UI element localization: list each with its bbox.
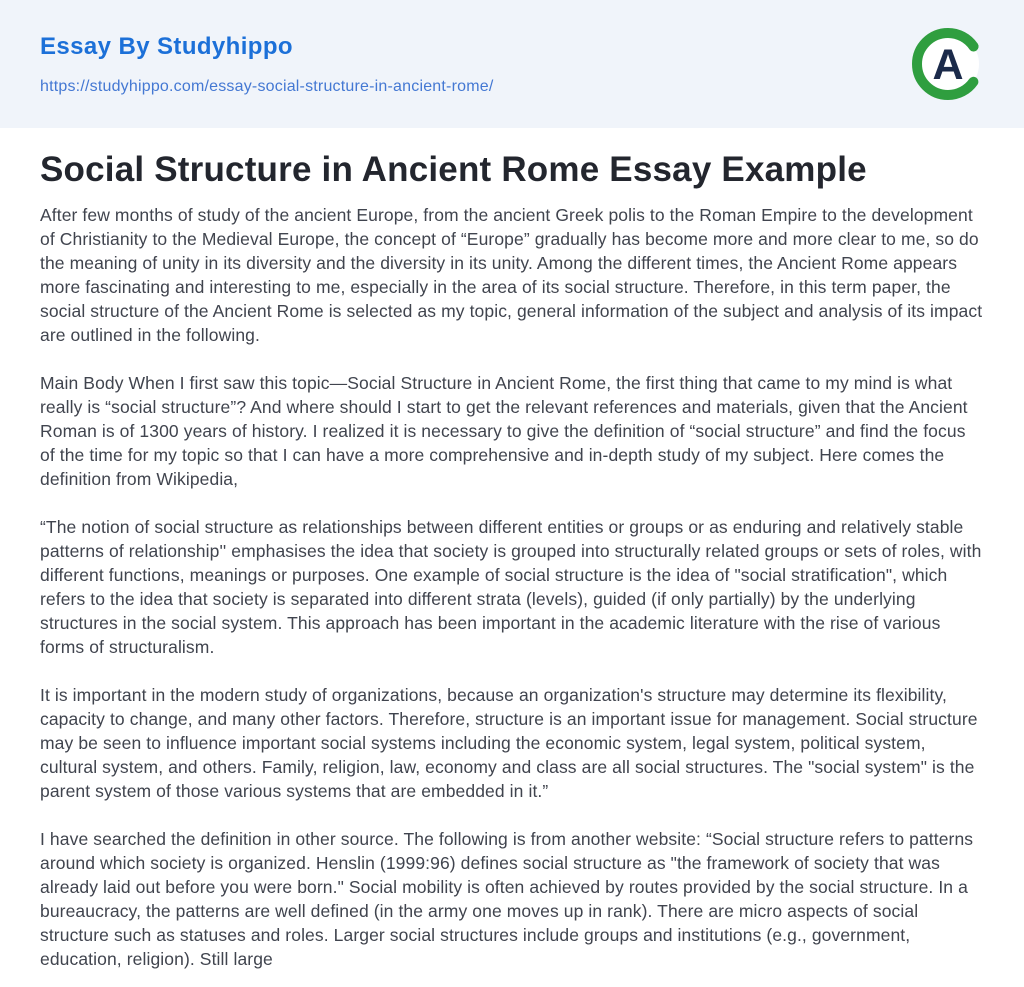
essay-content	[0, 128, 1024, 971]
page-header	[0, 0, 1024, 128]
source-url-link[interactable]: https://studyhippo.com/essay-social-structure-in-ancient-rome/	[40, 77, 494, 95]
header-text-block	[40, 33, 493, 96]
logo-svg	[910, 26, 986, 102]
essay-paragraph-1: After few months of study of the ancient Europe, from the ancient Greek polis to the Roman Empire to the development of Christianity to the Medieval Europe, the concept of “Europe” gradually has become more and more clear to me, so do the meaning of unity in its diversity and the diversity in its unity. Among the different times, the Ancient Rome appears more fascinating and interesting to me, especially in the area of its social structure. Therefore, in this term paper, the social structure of the Ancient Rome is selected as my topic, general information of the subject and analysis of its impact are outlined in the following.	[40, 205, 983, 345]
essay-paragraph-5: I have searched the definition in other source. The following is from another website: “Social structure refers to patterns around which society is organized. Henslin (1999:96) defines social structure as "the framework of society that was already laid out before you were born." Social mobility is often achieved by routes provided by the social structure. In a bureaucracy, the patterns are well defined (in the army one moves up in rank). There are micro aspects of social structure such as statuses and roles. Larger social structures include groups and institutions (e.g., government, education, religion). Still large	[40, 829, 974, 969]
essay-paragraph-2: Main Body When I first saw this topic—Social Structure in Ancient Rome, the first thing that came to my mind is what really is “social structure”? And where should I start to get the relevant references and materials, given that the Ancient Roman is of 1300 years of history. I realized it is necessary to give the definition of “social structure” and find the focus of the time for my topic so that I can have a more comprehensive and in-depth study of my subject. Here comes the definition from Wikipedia,	[40, 373, 968, 489]
essay-paragraph-3: “The notion of social structure as relationships between different entities or groups or as enduring and relatively stable patterns of relationship'' emphasises the idea that society is grouped into structurally related groups or sets of roles, with different functions, meanings or purposes. One example of social structure is the idea of "social stratification", which refers to the idea that society is separated into different strata (levels), guided (if only partially) by the underlying structures in the social system. This approach has been important in the academic literature with the rise of various forms of structuralism.	[40, 517, 982, 657]
logo-letter: A	[932, 41, 964, 89]
essay-title: Social Structure in Ancient Rome Essay Example	[40, 150, 867, 189]
essay-paragraph-4: It is important in the modern study of organizations, because an organization's structure may determine its flexibility, capacity to change, and many other factors. Therefore, structure is an important issue for management. Social structure may be seen to influence important social systems including the economic system, legal system, political system, cultural system, and others. Family, religion, law, economy and class are all social structures. The "social system" is the parent system of those various systems that are embedded in it.”	[40, 685, 978, 801]
site-byline: Essay By Studyhippo	[40, 32, 293, 60]
studyhippo-logo-icon	[910, 26, 986, 102]
